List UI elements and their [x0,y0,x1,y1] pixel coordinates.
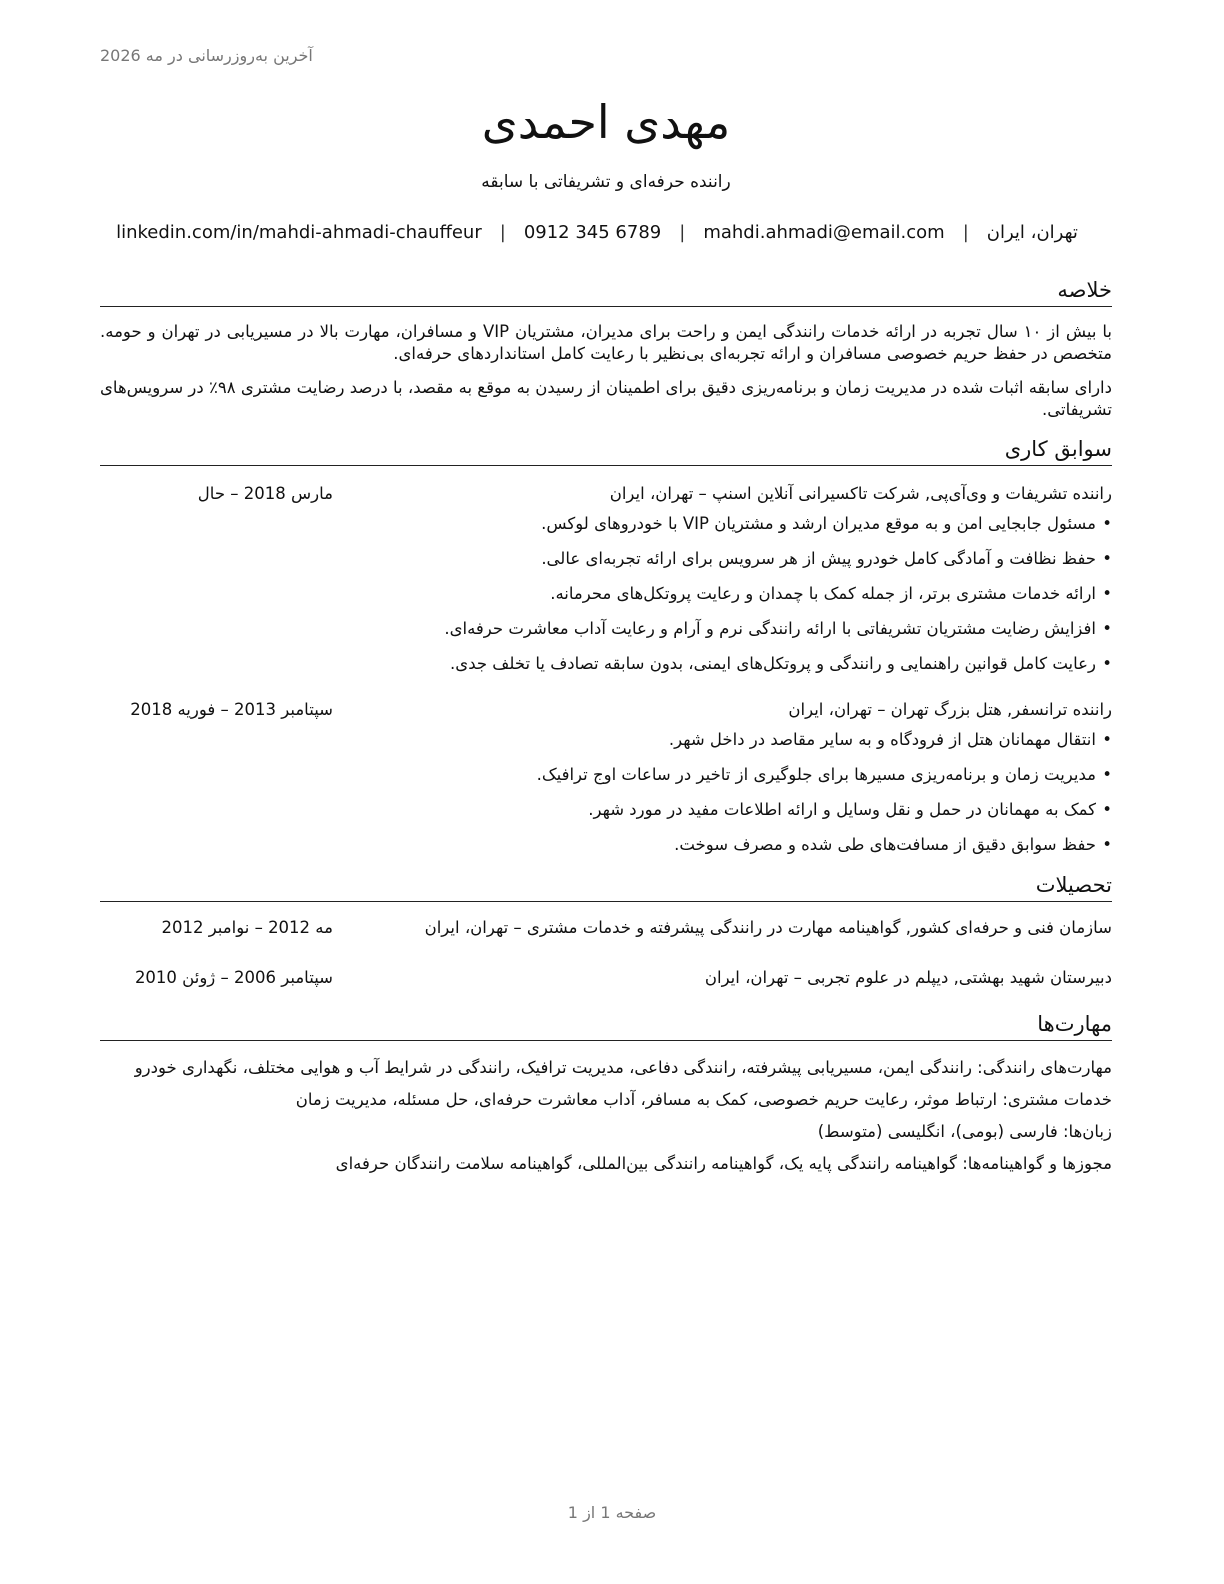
skill-line: خدمات مشتری: ارتباط موثر، رعایت حریم خصوصی، کمک به مسافر، آداب معاشرت حرفه‌ای، حل مسئله، مدیریت زمان [295,1090,1112,1109]
last-updated-note: آخرین به‌روزرسانی در مه 2026 [100,46,313,65]
list-item: • مدیریت زمان و برنامه‌ریزی مسیرها برای جلوگیری از تاخیر در ساعات اوج ترافیک. [100,763,1112,787]
experience-section [100,435,1112,857]
skill-line: مهارت‌های رانندگی: رانندگی ایمن، مسیریابی پیشرفته، رانندگی دفاعی، مدیریت ترافیک، رانندگی در شرایط آب و هوایی مختلف، نگهداری خودرو [134,1058,1112,1077]
list-item: • رعایت کامل قوانین راهنمایی و رانندگی و پروتکل‌های ایمنی، بدون سابقه تصادف یا تخلف جدی. [100,652,1112,676]
education-section [100,871,1112,990]
contact-email[interactable]: mahdi.ahmadi@email.com [703,222,945,243]
list-item: • مسئول جابجایی امن و به موقع مدیران ارشد و مشتریان VIP با خودروهای لوکس. [100,512,1112,536]
contact-separator: | [499,222,506,243]
job-bullets [100,728,1112,857]
education-line: سازمان فنی و حرفه‌ای کشور, گواهینامه مهارت در رانندگی پیشرفته و خدمات مشتری – تهران، ایران [424,918,1112,937]
candidate-name: مهدی احمدی [481,95,731,149]
job-bullets [100,512,1112,676]
list-item: • حفظ نظافت و آمادگی کامل خودرو پیش از هر سرویس برای ارائه تجربه‌ای عالی. [100,547,1112,571]
contact-linkedin[interactable]: linkedin.com/in/mahdi-ahmadi-chauffeur [116,222,482,243]
resume-page [100,92,1112,1175]
list-item: • ارائه خدمات مشتری برتر، از جمله کمک با چمدان و رعایت پروتکل‌های محرمانه. [100,582,1112,606]
skill-line: مجوزها و گواهینامه‌ها: گواهینامه رانندگی پایه یک، گواهینامه رانندگی بین‌المللی، گواهینامه سلامت رانندگان حرفه‌ای [335,1154,1112,1173]
section-heading-experience: سوابق کاری [100,435,1112,466]
education-dates: سپتامبر 2006 – ژوئن 2010 [134,968,333,987]
job-dates: مارس 2018 – حال [197,484,333,503]
education-dates: مه 2012 – نوامبر 2012 [161,918,333,937]
list-item: • انتقال مهمانان هتل از فرودگاه و به سایر مقاصد در داخل شهر. [100,728,1112,752]
contact-separator: | [962,222,969,243]
contact-line [100,220,1112,246]
skills-section [100,1010,1112,1175]
list-item: • افزایش رضایت مشتریان تشریفاتی با ارائه رانندگی نرم و آرام و رعایت آداب معاشرت حرفه‌ای. [100,617,1112,641]
contact-separator: | [679,222,686,243]
section-heading-summary: خلاصه [100,276,1112,307]
section-heading-education: تحصیلات [100,871,1112,902]
job-title-line: راننده ترانسفر, هتل بزرگ تهران – تهران، ایران [788,700,1112,719]
education-entry [100,916,1112,940]
education-entry [100,966,1112,990]
summary-section [100,276,1112,421]
list-item: • کمک به مهمانان در حمل و نقل وسایل و ارائه اطلاعات مفید در مورد شهر. [100,798,1112,822]
job-entry [100,482,1112,676]
education-line: دبیرستان شهید بهشتی, دیپلم در علوم تجربی – تهران، ایران [704,968,1112,987]
summary-paragraph: با بیش از ۱۰ سال تجربه در ارائه خدمات رانندگی ایمن و راحت برای مدیران، مشتریان VIP و مسافران، مهارت بالا در مسیریابی در تهران و حومه. متخصص در حفظ حریم خصوصی مسافران و ارائه تجربه‌ای بی‌نظیر با رعایت کامل استانداردهای حرفه‌ای. [100,322,1112,363]
summary-paragraph: دارای سابقه اثبات شده در مدیریت زمان و برنامه‌ریزی دقیق برای اطمینان از رسیدن به موقع به مقصد، با درصد رضایت مشتری ۹۸٪ در سرویس‌های تشریفاتی. [100,378,1112,419]
section-heading-skills: مهارت‌ها [100,1010,1112,1041]
list-item: • حفظ سوابق دقیق از مسافت‌های طی شده و مصرف سوخت. [100,833,1112,857]
contact-location: تهران، ایران [986,222,1078,243]
job-title-line: راننده تشریفات و وی‌آی‌پی, شرکت تاکسیرانی آنلاین اسنپ – تهران، ایران [609,484,1112,503]
skill-line: زبان‌ها: فارسی (بومی)، انگلیسی (متوسط) [817,1122,1112,1141]
candidate-title: راننده حرفه‌ای و تشریفاتی با سابقه [481,172,731,192]
job-dates: سپتامبر 2013 – فوریه 2018 [130,700,333,719]
job-entry [100,698,1112,857]
contact-phone[interactable]: 0912 345 6789 [523,222,662,243]
page-number: صفحه 1 از 1 [567,1503,657,1522]
